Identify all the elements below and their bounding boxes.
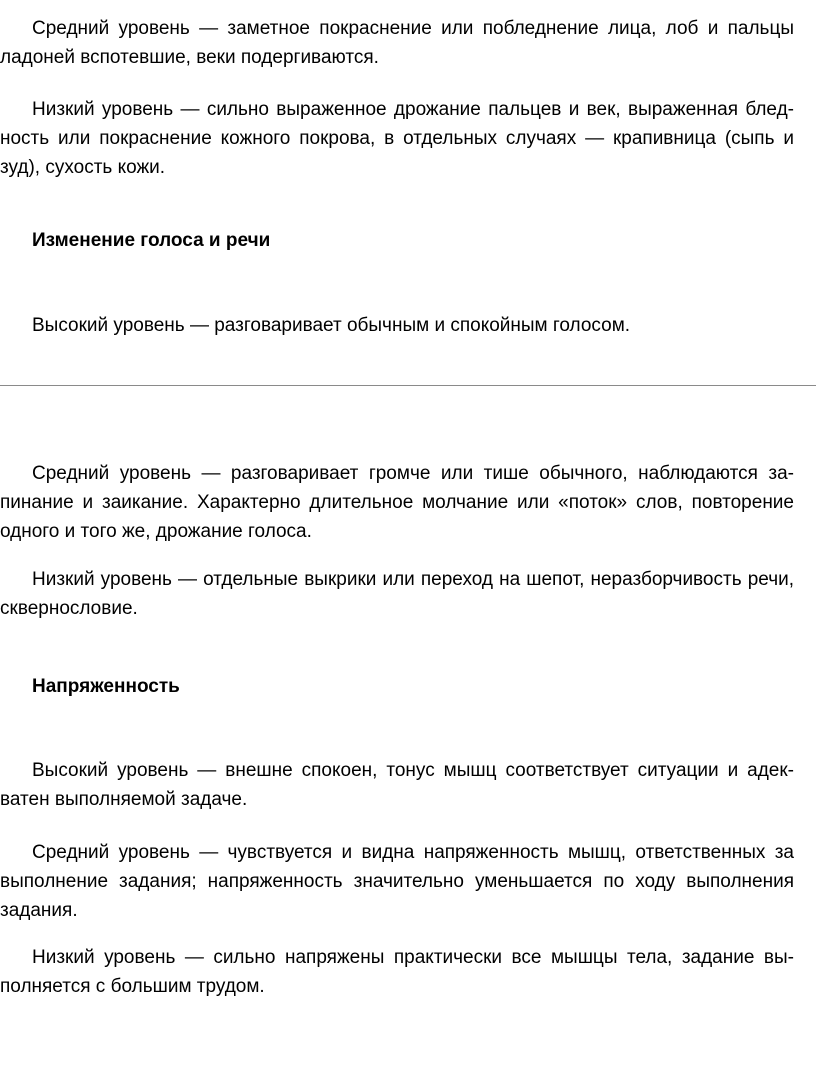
paragraph-low-level-tension (0, 943, 816, 1001)
paragraph-high-level-voice (0, 311, 816, 340)
paragraph-text: Средний уровень — заметное покраснение или побледнение лица, лоб и пальцы ладоней вспотевшие, веки подергиваются. (0, 18, 794, 68)
paragraph-high-level-tension (0, 756, 816, 814)
paragraph-text: Средний уровень — разговаривает громче или тише обычного, наблюдаются за-пинание и заикание. Характерно длительное молчание или «поток» слов, повторение одного и того же, дрожание голоса. (0, 463, 794, 542)
paragraph-medium-level-voice (0, 459, 816, 546)
heading-text: Напряженность (32, 676, 180, 697)
paragraph-text: Низкий уровень — сильно напряжены практически все мышцы тела, задание вы-полняется с большим трудом. (0, 947, 794, 997)
paragraph-text: Низкий уровень — отдельные выкрики или переход на шепот, неразборчивость речи, сквернословие. (0, 569, 794, 619)
paragraph-medium-level-tension (0, 838, 816, 925)
paragraph-text: Средний уровень — чувствуется и видна напряженность мышц, ответственных за выполнение задания; напряженность значительно уменьшается по ходу выполнения задания. (0, 842, 794, 921)
page-divider (0, 385, 816, 386)
section-heading-tension (0, 672, 816, 701)
paragraph-text: Высокий уровень — внешне спокоен, тонус мышц соответствует ситуации и адек-ватен выполняемой задаче. (0, 760, 794, 810)
paragraph-low-level-voice (0, 565, 816, 623)
section-heading-voice (0, 226, 816, 255)
heading-text: Изменение голоса и речи (32, 230, 271, 251)
paragraph-text: Низкий уровень — сильно выраженное дрожание пальцев и век, выраженная блед-ность или покраснение кожного покрова, в отдельных случаях — крапивница (сыпь и зуд), сухость кожи. (0, 99, 794, 178)
paragraph-low-level-skin (0, 95, 816, 182)
paragraph-text: Высокий уровень — разговаривает обычным и спокойным голосом. (32, 315, 631, 336)
paragraph-medium-level-skin (0, 14, 816, 72)
